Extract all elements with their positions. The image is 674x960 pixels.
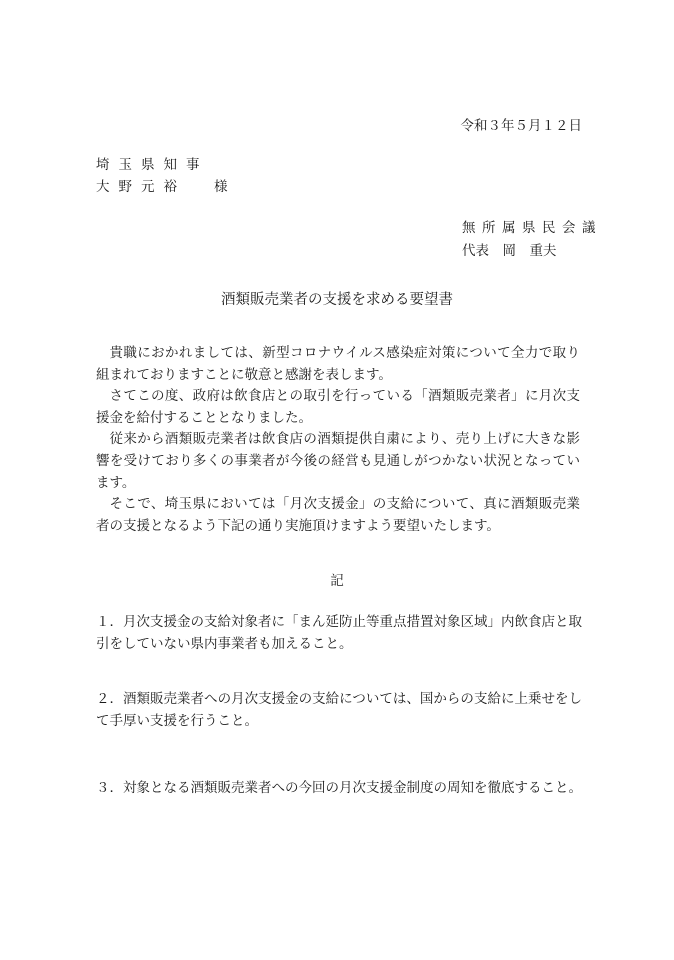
body-paragraph: さてこの度、政府は飲食店との取引を行っている「酒類販売業者」に月次支援金を給付することとなりました。 — [96, 388, 580, 426]
request-item: ２．酒類販売業者への月次支援金の支給については、国からの支給に上乗せをして手厚い支援を行うこと。 — [96, 691, 582, 729]
document-body — [96, 343, 580, 537]
document-title: 酒類販売業者の支援を求める要望書 — [221, 292, 453, 308]
body-paragraph: 従来から酒類販売業者は飲食店の酒類提供自粛により、売り上げに大きな影響を受けており多くの事業者が今後の経営も見通しがつかない状況となっています。 — [96, 431, 580, 491]
document-date: 令和３年５月１２日 — [460, 118, 582, 134]
addressee-title: 埼玉県知事 — [96, 157, 209, 173]
sender-group: 無所属県民会議 — [462, 220, 602, 236]
body-paragraph: 貴職におかれましては、新型コロナウイルス感染症対策について全力で取り組まれておりますことに敬意と感謝を表します。 — [96, 345, 580, 383]
request-item: １．月次支援金の支給対象者に「まん延防止等重点措置対象区域」内飲食店と取引をしていない県内事業者も加えること。 — [96, 614, 582, 652]
sender-representative: 代表 岡 重夫 — [462, 243, 557, 259]
addressee-name: 大野元裕 — [96, 179, 186, 195]
addressee-line — [96, 178, 228, 196]
request-item: ３．対象となる酒類販売業者への今回の月次支援金制度の周知を徹底すること。 — [96, 780, 582, 796]
body-paragraph: そこで、埼玉県においては「月次支援金」の支給について、真に酒類販売業者の支援となるよう下記の通り実施頂けますよう要望いたします。 — [96, 496, 580, 534]
addressee-honorific: 様 — [214, 179, 228, 195]
ki-heading: 記 — [330, 573, 344, 589]
